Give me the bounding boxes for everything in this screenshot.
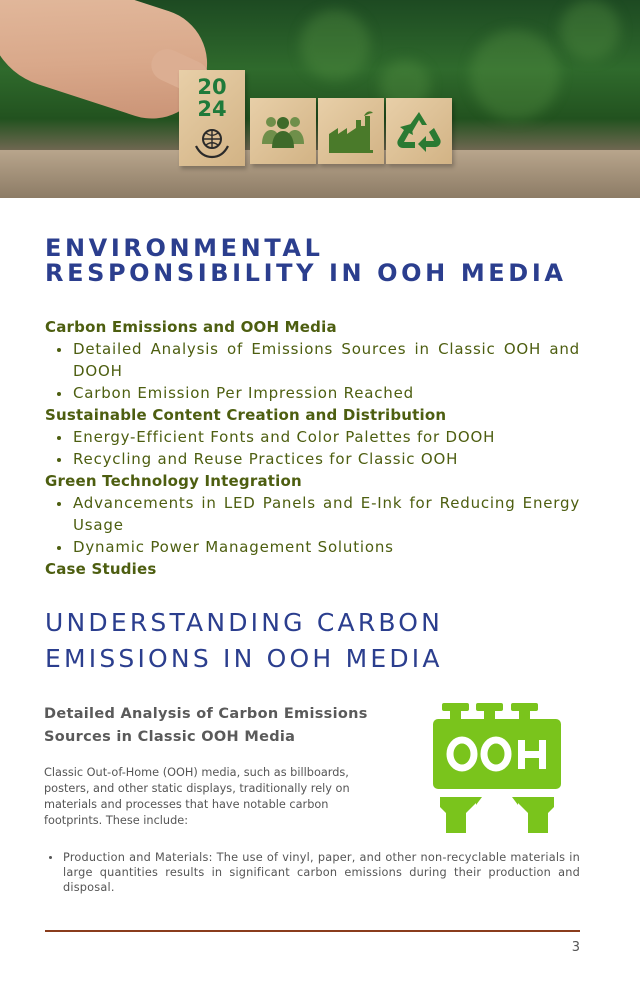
outline-list xyxy=(45,426,580,470)
people-icon xyxy=(258,106,308,156)
outline-item: Energy-Efficient Fonts and Color Palettes for DOOH xyxy=(45,426,580,448)
bullet-list xyxy=(44,850,580,895)
recycle-block xyxy=(386,98,452,164)
footer-rule xyxy=(45,930,580,932)
recycle-icon xyxy=(394,106,444,156)
ooh-billboard-icon xyxy=(432,701,562,833)
year-top: 20 xyxy=(197,75,227,99)
section-outline xyxy=(45,316,580,580)
section-heading: UNDERSTANDING CARBON EMISSIONS IN OOH MEDIA xyxy=(45,608,444,673)
page-title: ENVIRONMENTAL RESPONSIBILITY IN OOH MEDIA xyxy=(45,234,567,287)
outline-item: Advancements in LED Panels and E-Ink for Reducing Energy Usage xyxy=(45,492,580,536)
page-number: 3 xyxy=(571,940,580,955)
people-block xyxy=(250,98,316,164)
factory-block xyxy=(318,98,384,164)
outline-list xyxy=(45,492,580,558)
intro-paragraph: Classic Out-of-Home (OOH) media, such as billboards, posters, and other static displays, traditionally rely on materials and processes that have notable carbon footprints. These include: xyxy=(44,766,350,827)
outline-item: Detailed Analysis of Emissions Sources in Classic OOH and DOOH xyxy=(45,338,580,382)
hero-image xyxy=(0,0,640,198)
outline-section-title: Carbon Emissions and OOH Media xyxy=(45,318,337,336)
outline-section-title: Sustainable Content Creation and Distribution xyxy=(45,406,447,424)
outline-list xyxy=(45,338,580,404)
year-block xyxy=(179,70,245,166)
year-bottom: 24 xyxy=(197,97,227,121)
outline-section-title: Case Studies xyxy=(45,560,157,578)
outline-item: Carbon Emission Per Impression Reached xyxy=(45,382,580,404)
subsection-heading: Detailed Analysis of Carbon Emissions Sources in Classic OOH Media xyxy=(44,706,368,745)
bullet-item: Production and Materials: The use of vinyl, paper, and other non-recyclable materials in large quantities results in significant carbon emissions during their production and disposal. xyxy=(44,850,580,895)
outline-item: Dynamic Power Management Solutions xyxy=(45,536,580,558)
factory-icon xyxy=(326,106,376,156)
globe-hands-icon xyxy=(193,126,231,160)
outline-item: Recycling and Reuse Practices for Classic OOH xyxy=(45,448,580,470)
outline-section-title: Green Technology Integration xyxy=(45,472,302,490)
